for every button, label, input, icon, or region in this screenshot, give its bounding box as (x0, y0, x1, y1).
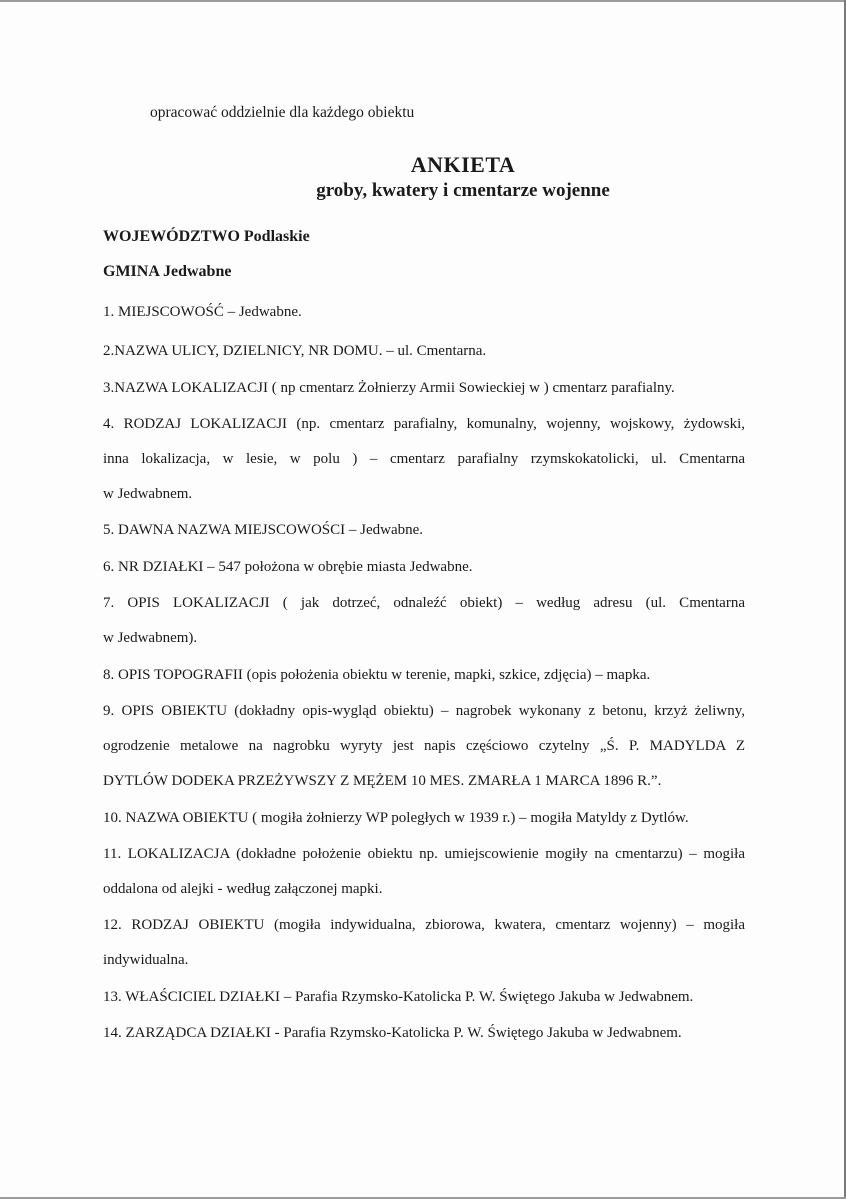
voivodeship-heading: WOJEWÓDZTWO Podlaskie (103, 228, 310, 245)
item-4-location-type-line-2: inna lokalizacja, w lesie, w polu ) – cmentarz parafialny rzymskokatolicki, ul. Cmentarna (103, 451, 745, 467)
document-title: ANKIETA (410, 152, 516, 177)
item-1-locality: 1. MIEJSCOWOŚĆ – Jedwabne. (103, 304, 302, 320)
scan-edge-top (0, 0, 846, 2)
commune-heading: GMINA Jedwabne (103, 263, 232, 280)
document-subtitle: groby, kwatery i cmentarze wojenne (316, 180, 610, 201)
item-7-location-description-line-1: 7. OPIS LOKALIZACJI ( jak dotrzeć, odnaleźć obiekt) – według adresu (ul. Cmentarna (103, 595, 745, 611)
item-11-localization-line-2: oddalona od alejki - według załączonej mapki. (103, 881, 383, 897)
item-4-location-type-line-3: w Jedwabnem. (103, 486, 193, 502)
item-6-plot-number: 6. NR DZIAŁKI – 547 położona w obrębie miasta Jedwabne. (103, 559, 473, 575)
item-3-location-name: 3.NAZWA LOKALIZACJI ( np cmentarz Żołnierzy Armii Sowieckiej w ) cmentarz parafialny. (103, 380, 675, 396)
item-10-object-name: 10. NAZWA OBIEKTU ( mogiła żołnierzy WP poległych w 1939 r.) – mogiła Matyldy z Dytlów. (103, 810, 689, 826)
item-2-street: 2.NAZWA ULICY, DZIELNICY, NR DOMU. – ul. Cmentarna. (103, 343, 487, 359)
item-9-object-description-line-2: ogrodzenie metalowe na nagrobku wyryty jest napis częściowo czytelny „Ś. P. MADYLDA Z (103, 738, 745, 754)
item-13-plot-owner: 13. WŁAŚCICIEL DZIAŁKI – Parafia Rzymsko-Katolicka P. W. Świętego Jakuba w Jedwabnem. (103, 989, 694, 1005)
item-4-location-type-line-1: 4. RODZAJ LOKALIZACJI (np. cmentarz parafialny, komunalny, wojenny, wojskowy, żydowski, (103, 416, 745, 432)
item-5-former-name: 5. DAWNA NAZWA MIEJSCOWOŚCI – Jedwabne. (103, 522, 424, 538)
instruction-note: opracować oddzielnie dla każdego obiektu (150, 104, 415, 121)
item-12-object-type-line-1: 12. RODZAJ OBIEKTU (mogiła indywidualna, zbiorowa, kwatera, cmentarz wojenny) – mogiła (103, 917, 745, 933)
item-8-topography: 8. OPIS TOPOGRAFII (opis położenia obiektu w terenie, mapki, szkice, zdjęcia) – mapka. (103, 667, 651, 683)
item-9-object-description-line-3: DYTLÓW DODEKA PRZEŻYWSZY Z MĘŻEM 10 MES. ZMARŁA 1 MARCA 1896 R.”. (103, 773, 662, 789)
item-14-plot-manager: 14. ZARZĄDCA DZIAŁKI - Parafia Rzymsko-Katolicka P. W. Świętego Jakuba w Jedwabnem. (103, 1025, 682, 1041)
item-11-localization-line-1: 11. LOKALIZACJA (dokładne położenie obiektu np. umiejscowienie mogiły na cmentarzu) – mogiła (103, 846, 745, 862)
item-7-location-description-line-2: w Jedwabnem). (103, 630, 198, 646)
item-12-object-type-line-2: indywidualna. (103, 952, 189, 968)
item-9-object-description-line-1: 9. OPIS OBIEKTU (dokładny opis-wygląd obiektu) – nagrobek wykonany z betonu, krzyż żeliwny, (103, 703, 745, 719)
